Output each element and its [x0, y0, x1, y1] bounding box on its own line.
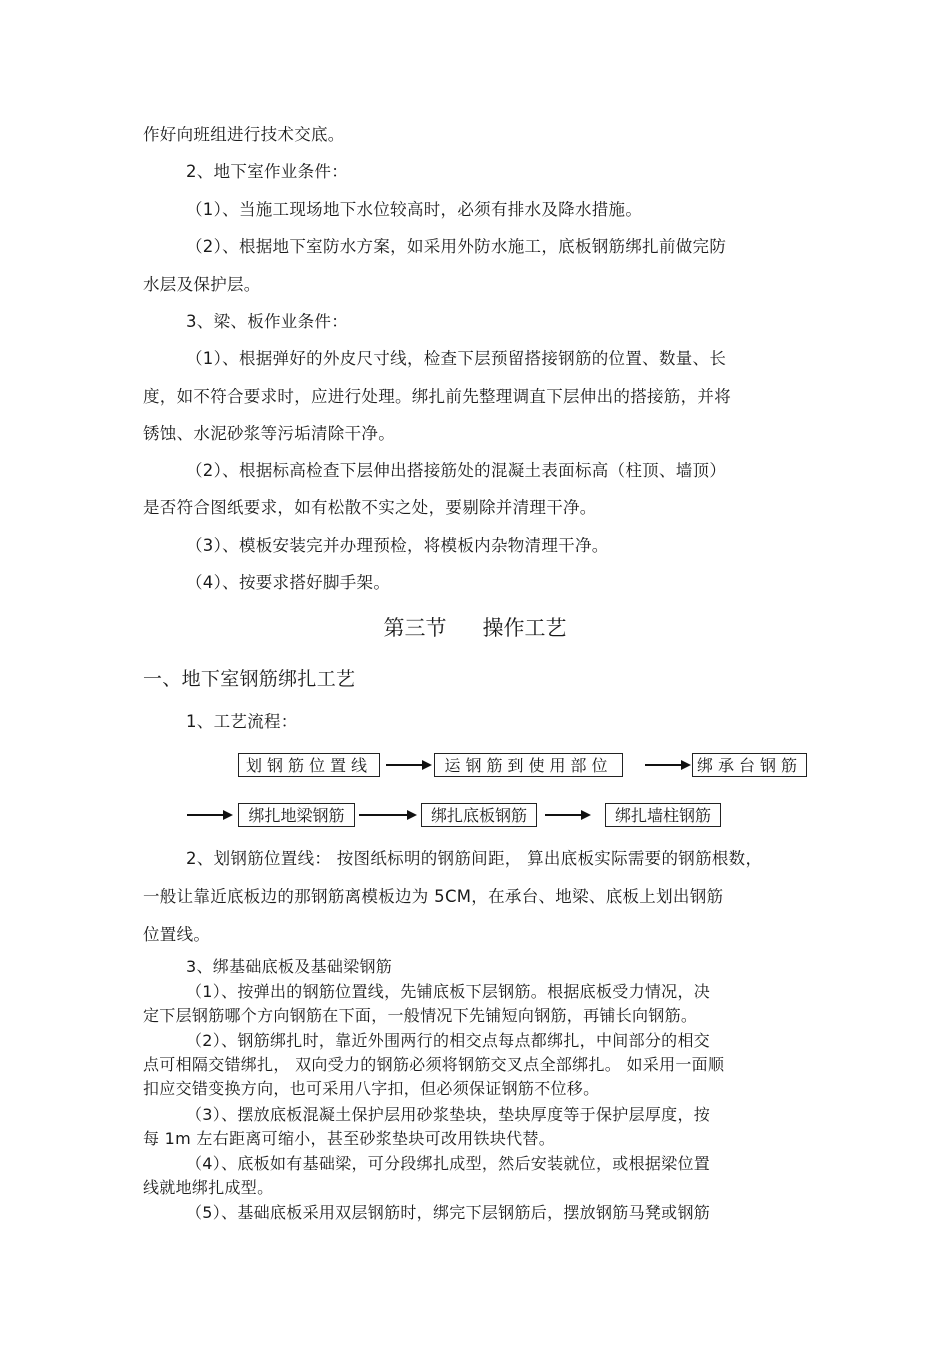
- text-line: 扣应交错变换方向，也可采用八字扣，但必须保证钢筋不位移。: [143, 1079, 600, 1098]
- section-title: [0, 613, 950, 643]
- text-line: 线就地绑扎成型。: [143, 1178, 274, 1197]
- text-line: 一般让靠近底板边的那钢筋离模板边为 5CM，在承台、地梁、底板上划出钢筋: [143, 887, 724, 906]
- text-line: （1）、根据弹好的外皮尺寸线，检查下层预留搭接钢筋的位置、数量、长: [186, 349, 727, 368]
- text-line: （4）、按要求搭好脚手架。: [186, 573, 391, 592]
- text-line: 位置线。: [143, 925, 211, 944]
- flow-arrow-icon: [386, 759, 432, 771]
- text-line: 作好向班组进行技术交底。: [143, 125, 345, 144]
- flow-arrow-icon: [545, 809, 591, 821]
- text-line: （1）、按弹出的钢筋位置线，先铺底板下层钢筋。根据底板受力情况，决: [186, 982, 711, 1001]
- text-line: （2）、根据标高检查下层伸出搭接筋处的混凝土表面标高（柱顶、墙顶）: [186, 461, 727, 480]
- section-number: 第三节: [383, 616, 447, 640]
- text-line: 定下层钢筋哪个方向钢筋在下面，一般情况下先铺短向钢筋，再铺长向钢筋。: [143, 1006, 698, 1025]
- subheading: 3、梁、板作业条件：: [186, 312, 348, 331]
- text-line: 是否符合图纸要求，如有松散不实之处，要剔除并清理干净。: [143, 498, 597, 517]
- text-line: （2）、钢筋绑扎时，靠近外围两行的相交点每点都绑扎，中间部分的相交: [186, 1031, 711, 1050]
- text-line: （2）、根据地下室防水方案，如采用外防水施工，底板钢筋绑扎前做完防: [186, 237, 727, 256]
- subheading: 2、地下室作业条件：: [186, 162, 348, 181]
- text-line: 锈蚀、水泥砂浆等污垢清除干净。: [143, 424, 395, 443]
- text-line: 点可相隔交错绑扎， 双向受力的钢筋必须将钢筋交叉点全部绑扎。 如采用一面顺: [143, 1055, 725, 1074]
- text-line: （5）、基础底板采用双层钢筋时，绑完下层钢筋后，摆放钢筋马凳或钢筋: [186, 1203, 711, 1222]
- flow-step-3: 绑承台钢筋: [692, 753, 807, 777]
- text-line: （1）、当施工现场地下水位较高时，必须有排水及降水措施。: [186, 200, 643, 219]
- flow-arrow-icon: [187, 809, 233, 821]
- text-line: （4）、底板如有基础梁，可分段绑扎成型，然后安装就位，或根据梁位置: [186, 1154, 711, 1173]
- flow-arrow-icon: [359, 809, 417, 821]
- flow-step-1: 划钢筋位置线: [238, 753, 380, 777]
- subheading: 3、绑基础底板及基础梁钢筋: [186, 957, 393, 976]
- heading-level-1: 一、地下室钢筋绑扎工艺: [143, 668, 356, 690]
- text-line: 每 1m 左右距离可缩小，甚至砂浆垫块可改用铁块代替。: [143, 1129, 556, 1148]
- text-line: 度，如不符合要求时，应进行处理。绑扎前先整理调直下层伸出的搭接筋，并将: [143, 387, 731, 406]
- text-line: （3）、模板安装完并办理预检，将模板内杂物清理干净。: [186, 536, 609, 555]
- text-line: 水层及保护层。: [143, 275, 261, 294]
- flow-label: 1、工艺流程：: [186, 712, 298, 731]
- flow-step-2: 运钢筋到使用部位: [434, 753, 623, 777]
- text-line: 2、划钢筋位置线： 按图纸标明的钢筋间距， 算出底板实际需要的钢筋根数，: [186, 849, 763, 868]
- flow-step-5: 绑扎底板钢筋: [421, 803, 537, 827]
- flow-step-6: 绑扎墙柱钢筋: [605, 803, 721, 827]
- text-line: （3）、摆放底板混凝土保护层用砂浆垫块，垫块厚度等于保护层厚度，按: [186, 1105, 711, 1124]
- section-name: 操作工艺: [482, 616, 567, 640]
- flow-arrow-icon: [645, 759, 691, 771]
- flow-step-4: 绑扎地梁钢筋: [238, 803, 355, 827]
